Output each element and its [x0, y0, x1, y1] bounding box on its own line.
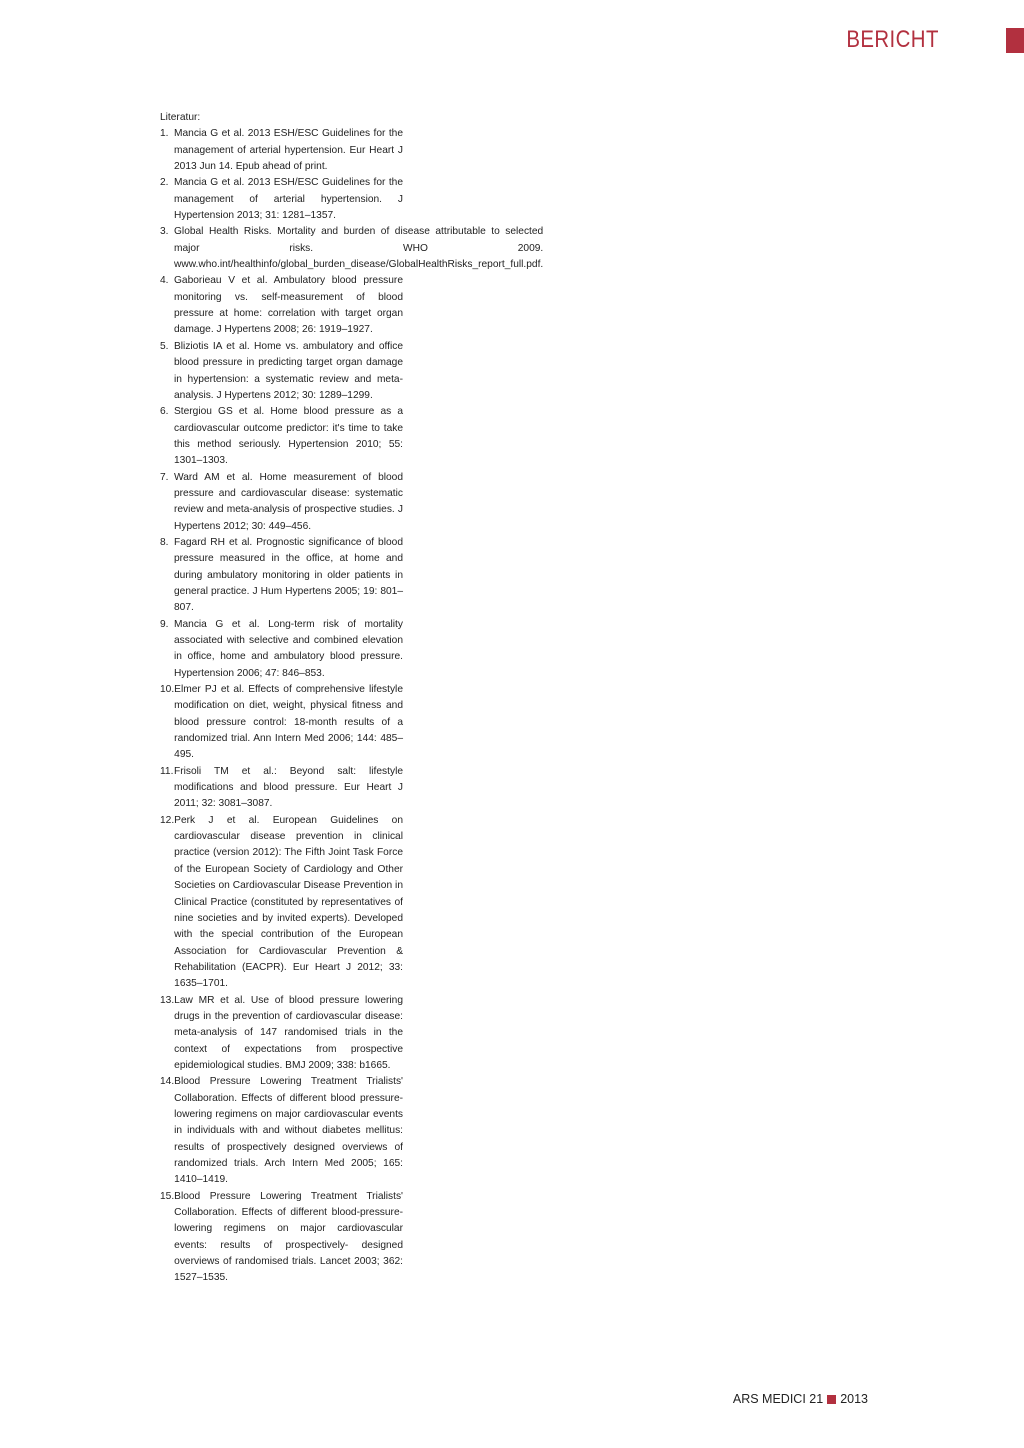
reference-number: 8.: [160, 536, 169, 548]
reference-item: [160, 535, 403, 617]
reference-number: 2.: [160, 177, 169, 189]
reference-number: 6.: [160, 406, 169, 418]
corner-color-block: [1006, 28, 1024, 53]
reference-text: Blood Pressure Lowering Treatment Trialists' Collaboration. Effects of different blood pressure-lowering regimens on major cardiovascular events in individuals with and without diabetes mellitus: results of prospectively designed overviews of randomized trials. Arch Intern Med 2005; 165: 1410–1419.: [174, 1076, 403, 1186]
reference-item: [160, 339, 403, 404]
reference-text: Law MR et al. Use of blood pressure lowering drugs in the prevention of cardiovascular disease: meta-analysis of 147 randomised trials in the context of expectations from prospective epidemiological studies. BMJ 2009; 338: b1665.: [174, 994, 403, 1071]
section-label: BERICHT: [846, 26, 939, 53]
reference-text: Frisoli TM et al.: Beyond salt: lifestyle modifications and blood pressure. Eur Heart J 2011; 32: 3081–3087.: [174, 765, 403, 810]
reference-item: [160, 404, 403, 469]
reference-item: [160, 1189, 403, 1287]
reference-text: Blood Pressure Lowering Treatment Trialists' Collaboration. Effects of different blood-pressure-lowering regimens on major cardiovascular events: results of prospectively- designed overviews of randomised trials. Lancet 2003; 362: 1527–1535.: [174, 1190, 403, 1284]
footer-square-icon: [827, 1395, 836, 1404]
reference-number: 14.: [160, 1076, 175, 1088]
reference-item: [160, 175, 403, 224]
reference-item: [160, 224, 544, 273]
reference-number: 1.: [160, 128, 169, 140]
reference-text: Elmer PJ et al. Effects of comprehensive lifestyle modification on diet, weight, physical fitness and blood pressure control: 18-month results of a randomized trial. Ann Intern Med 2006; 144: 485–495.: [174, 684, 403, 761]
reference-number: 15.: [160, 1190, 175, 1202]
reference-item: [160, 993, 403, 1075]
reference-number: 9.: [160, 618, 169, 630]
reference-text: Ward AM et al. Home measurement of blood pressure and cardiovascular disease: systematic review and meta-analysis of prospective studies. J Hypertens 2012; 30: 449–456.: [174, 471, 403, 532]
footer-journal: ARS MEDICI 21: [732, 1392, 824, 1406]
page-footer: [733, 1390, 868, 1408]
reference-number: 5.: [160, 340, 169, 352]
reference-number: 4.: [160, 275, 169, 287]
reference-number: 12.: [160, 814, 175, 826]
literature-heading: Literatur:: [160, 112, 201, 123]
reference-text: Mancia G et al. 2013 ESH/ESC Guidelines for the management of arterial hypertension. Eur Heart J 2013 Jun 14. Epub ahead of print.: [174, 128, 403, 173]
reference-number: 13.: [160, 994, 175, 1006]
reference-item: [160, 470, 403, 535]
literature-column: [160, 110, 544, 1287]
reference-number: 11.: [160, 765, 174, 777]
reference-item: [160, 764, 403, 813]
reference-item: [160, 682, 403, 764]
reference-item: [160, 126, 403, 175]
reference-list: [160, 126, 544, 1286]
reference-text: Gaborieau V et al. Ambulatory blood pressure monitoring vs. self-measurement of blood pressure at home: correlation with target organ damage. J Hypertens 2008; 26: 1919–1927.: [174, 275, 403, 336]
reference-text: Mancia G et al. 2013 ESH/ESC Guidelines for the management of arterial hypertension. J Hypertension 2013; 31: 1281–1357.: [174, 177, 403, 222]
reference-number: 7.: [160, 471, 169, 483]
reference-text: Global Health Risks. Mortality and burden of disease attributable to selected major risks. WHO 2009. www.who.int/healthinfo/global_burden_disease/GlobalHealthRisks_report_full.pdf.: [174, 226, 544, 271]
reference-number: 3.: [160, 226, 169, 238]
footer-year: 2013: [840, 1392, 868, 1406]
reference-text: Stergiou GS et al. Home blood pressure as a cardiovascular outcome predictor: it's time to take this method seriously. Hypertension 2010; 55: 1301–1303.: [174, 406, 403, 467]
reference-number: 10.: [160, 684, 175, 696]
reference-item: [160, 813, 403, 993]
reference-item: [160, 617, 403, 682]
reference-item: [160, 1074, 403, 1188]
reference-item: [160, 273, 403, 338]
reference-text: Perk J et al. European Guidelines on cardiovascular disease prevention in clinical practice (version 2012): The Fifth Joint Task Force of the European Society of Cardiology and Other Societies on Cardiovascular Disease Prevention in Clinical Practice (constituted by representatives of nine societies and by invited experts). Developed with the special contribution of the European Association for Cardiovascular Prevention & Rehabilitation (EACPR). Eur Heart J 2012; 33: 1635–1701.: [174, 814, 403, 990]
reference-text: Fagard RH et al. Prognostic significance of blood pressure measured in the office, at home and during ambulatory monitoring in older patients in general practice. J Hum Hypertens 2005; 19: 801–807.: [174, 536, 403, 614]
reference-text: Mancia G et al. Long-term risk of mortality associated with selective and combined elevation in office, home and ambulatory blood pressure. Hypertension 2006; 47: 846–853.: [174, 618, 403, 679]
reference-text: Bliziotis IA et al. Home vs. ambulatory and office blood pressure in predicting target organ damage in hypertension: a systematic review and meta-analysis. J Hypertens 2012; 30: 1289–1299.: [174, 340, 403, 401]
